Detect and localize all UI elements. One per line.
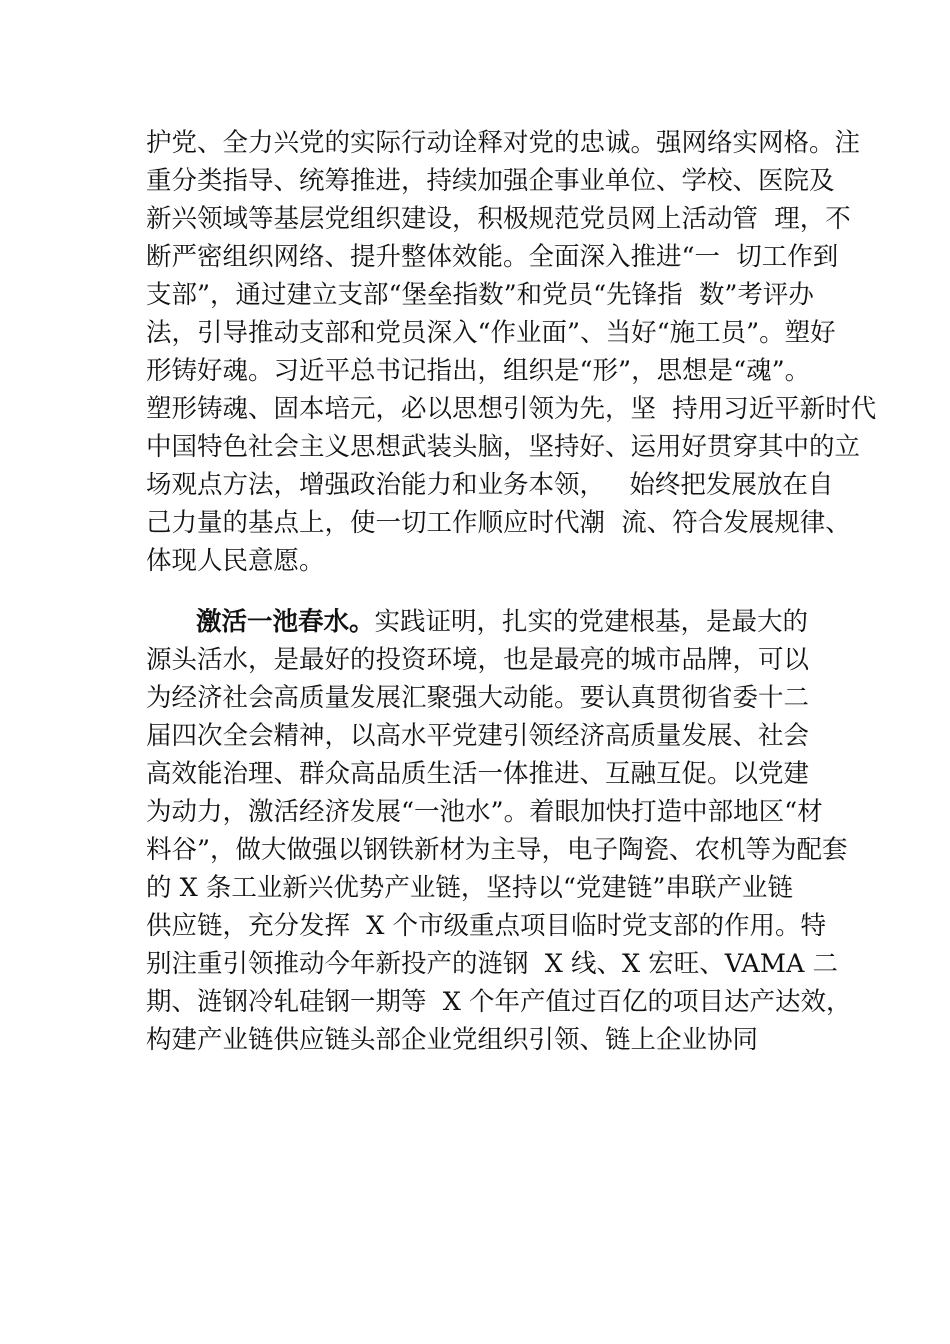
paragraph-2 [146, 603, 851, 1059]
text-line: 场观点方法，增强政治能力和业务本领， 始终把发展放在自 [146, 470, 834, 500]
text-line: 支部”，通过建立支部“堡垒指数”和党员“先锋指 数”考评办 [146, 280, 814, 310]
text-line: 构建产业链供应链头部企业党组织引领、链上企业协同 [146, 1025, 759, 1055]
text-line: 届四次全会精神，以高水平党建引领经济高质量发展、社会 [146, 721, 810, 751]
text-line: 供应链，充分发挥 X 个市级重点项目临时党支部的作用。特 [146, 911, 826, 941]
text-line: 断严密组织网络、提升整体效能。全面深入推进“一 切工作到 [146, 242, 839, 272]
paragraph-1 [146, 124, 876, 580]
text-line: 形铸好魂。习近平总书记指出，组织是“形”，思想是“魂”。 [146, 356, 811, 386]
first-line-text: 实践证明，扎实的党建根基，是最大的 [374, 607, 809, 637]
text-line: 体现人民意愿。 [146, 546, 325, 576]
text-line: 新兴领域等基层党组织建设，积极规范党员网上活动管 理，不 [146, 204, 851, 234]
text-line: 为动力，激活经济发展“一池水”。着眼加快打造中部地区“材 [146, 797, 823, 827]
text-line: 塑形铸魂、固本培元，必以思想引领为先，坚 持用习近平新时代 [146, 394, 877, 424]
text-line: 中国特色社会主义思想武装头脑，坚持好、运用好贯穿其中的立 [146, 432, 861, 462]
text-line: 别注重引领推动今年新投产的涟钢 X 线、X 宏旺、VAMA 二 [146, 949, 838, 979]
text-line: 源头活水，是最好的投资环境，也是最亮的城市品牌，可以 [146, 645, 810, 675]
text-line-first [146, 603, 851, 641]
paragraph-lead-heading: 激活一池春水。 [196, 607, 375, 637]
text-line: 法，引导推动支部和党员深入“作业面”、当好“施工员”。塑好 [146, 318, 836, 348]
text-line: 为经济社会高质量发展汇聚强大动能。要认真贯彻省委十二 [146, 683, 810, 713]
text-line: 期、涟钢冷轧硅钢一期等 X 个年产值过百亿的项目达产达效， [146, 987, 852, 1017]
text-line: 己力量的基点上，使一切工作顺应时代潮 流、符合发展规律、 [146, 508, 851, 538]
text-line: 护党、全力兴党的实际行动诠释对党的忠诚。强网络实网格。注 [146, 128, 861, 158]
text-line: 料谷”，做大做强以钢铁新材为主导，电子陶瓷、农机等为配套 [146, 835, 848, 865]
text-line: 重分类指导、统筹推进，持续加强企事业单位、学校、医院及 [146, 166, 835, 196]
text-line: 高效能治理、群众高品质生活一体推进、互融互促。以党建 [146, 759, 810, 789]
text-line: 的 X 条工业新兴优势产业链，坚持以“党建链”串联产业链 [146, 873, 793, 903]
